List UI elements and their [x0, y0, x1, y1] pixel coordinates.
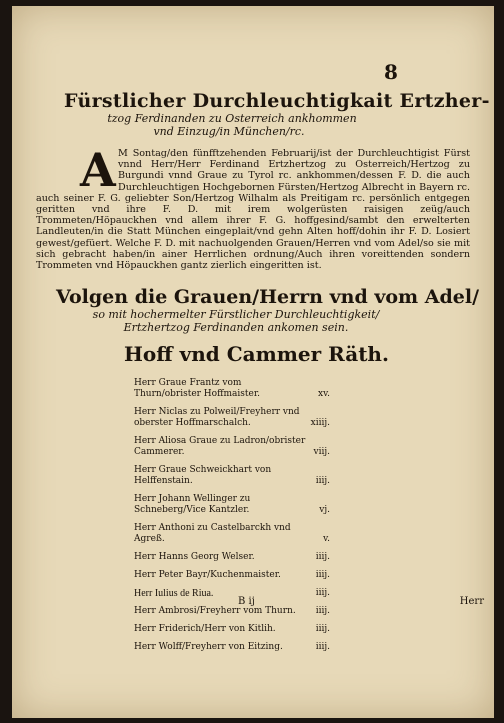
body-text: M Sontag/den fünfftzehenden Februarij/ist der Durchleuchtigist Fürst vnnd Herr/Herr Ferdinand Ertzhertzog zu Osterreich/Hertzog zu Burgundi vnnd Graue zu Tyrol rc. ankhommen/dessen F. D. die auch Durchleuchtigen Hochgebornen Fürsten/Hertzog Albrecht in Bayern rc. auch seiner F. G. geliebter Son/Hertzog Wilhalm als Preitigam rc. persönlich entgegen geritten vnd ihre F. D. mit irem wolgerüsten raisigen zeüg/auch Trommeten/Höpauckhen vnd allem ihrer F. G. hoffgesind/sambt den erwelterten Landleuten/in die Statt München eingeplait/vnd gehn Alten hoff/dohin ihr F. D. Losiert gewest/gefüert. Welche F. D. mit nachuolgenden Grauen/Herren vnd vom Adel/so sie mit sich gebracht haben/in ainer Herrlichen ordnung/Auch ihren voreittenden sondern Trommeten vnd Höpauckhen gantz zierlich eingeritten ist.	[36, 148, 470, 272]
entry-count: viij.	[313, 447, 330, 457]
list-item	[134, 465, 330, 487]
entry-name: Herr Wolff/Freyherr von Eitzing.	[134, 642, 283, 652]
entry-name: Herr Johann Wellinger zu Schneberg/Vice Kantzler.	[134, 494, 251, 515]
list-item	[134, 606, 330, 617]
list-item	[134, 523, 330, 545]
entry-name: Herr Iulius de Riua.	[134, 588, 214, 599]
entry-count: xv.	[318, 389, 330, 399]
decorated-initial: A	[80, 143, 116, 197]
title-line-2: tzog Ferdinanden zu Osterreich ankhommen	[107, 112, 357, 125]
entry-count: xiiij.	[310, 418, 330, 428]
entry-count: vj.	[319, 505, 330, 515]
entry-name: Herr Peter Bayr/Kuchenmaister.	[134, 570, 281, 580]
page-title	[64, 90, 490, 138]
subheading	[56, 286, 480, 334]
entry-name: Herr Hanns Georg Welser.	[134, 552, 255, 562]
entry-name: Herr Niclas zu Polweil/Freyherr vnd oberster Hoffmarschalch.	[134, 407, 300, 428]
entry-count: v.	[323, 534, 330, 544]
title-line-3: vnd Einzug/in München/rc.	[153, 125, 305, 138]
entry-name: Herr Graue Schweickhart von Helffenstain.	[134, 465, 272, 486]
list-item	[134, 624, 330, 635]
subheading-line-2: so mit hochermelter Fürstlicher Durchleuchtigkeit/	[92, 308, 380, 321]
list-item	[134, 570, 330, 581]
council-list	[134, 378, 330, 660]
list-item	[134, 436, 330, 458]
title-line-1: Fürstlicher Durchleuchtigkait Ertzher-	[64, 90, 490, 112]
catchword: Herr	[459, 596, 484, 607]
signature-mark: B ij	[238, 596, 255, 607]
entry-count: iiij.	[315, 476, 330, 486]
section-heading: Hoff vnd Cammer Räth.	[124, 342, 389, 366]
list-item	[134, 642, 330, 653]
entry-name: Herr Friderich/Herr von Kitlih.	[134, 624, 276, 634]
entry-name: Herr Anthoni zu Castelbarckh vnd Agreß.	[134, 523, 291, 544]
list-item	[134, 378, 330, 400]
body-paragraph	[36, 143, 470, 272]
entry-count: iiij.	[315, 552, 330, 562]
entry-count: iiij.	[315, 606, 330, 616]
entry-count: iiij.	[315, 642, 330, 652]
entry-count: iiij.	[315, 624, 330, 634]
list-item	[134, 494, 330, 516]
page-footer	[238, 596, 484, 607]
subheading-line-1: Volgen die Grauen/Herrn vnd vom Adel/	[56, 286, 480, 308]
entry-name: Herr Graue Frantz vom Thurn/obrister Hoffmaister.	[134, 378, 260, 399]
entry-count: iiij.	[315, 588, 330, 598]
list-item	[134, 552, 330, 563]
entry-count: iiij.	[315, 570, 330, 580]
entry-name: Herr Ambrosi/Freyherr vom Thurn.	[134, 606, 296, 616]
page-number: 8	[384, 60, 398, 84]
entry-name: Herr Aliosa Graue zu Ladron/obrister Cammerer.	[134, 436, 306, 457]
list-item	[134, 407, 330, 429]
subheading-line-3: Ertzhertzog Ferdinanden ankomen sein.	[123, 321, 349, 334]
book-page	[12, 6, 494, 718]
